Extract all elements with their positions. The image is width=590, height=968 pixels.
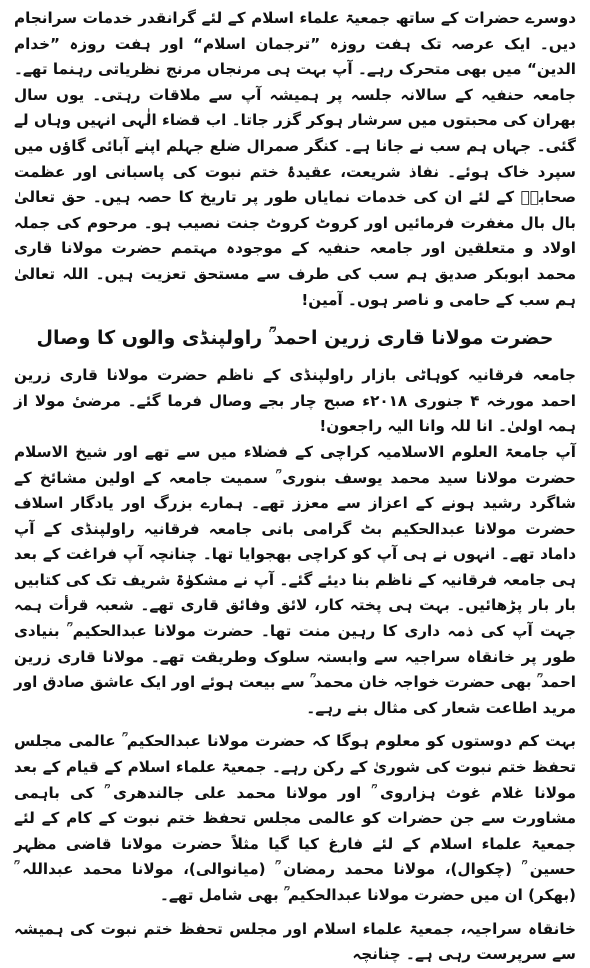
- body-paragraph-1: جامعہ فرقانیہ کوہاٹی بازار راولپنڈی کے ناظم حضرت مولانا قاری زرین احمد مورخہ ۴ جنوری ۲۰۱۸ء صبح چار بجے وصال فرما گئے۔ مرضیٔ مولا از ہمہ اولیٰ۔ انا للہ وانا الیہ راجعون!: [14, 366, 577, 436]
- intro-paragraph: دوسرے حضرات کے ساتھ جمعیۃ علماء اسلام کے لئے گرانقدر خدمات سرانجام دیں۔ ایک عرصہ تک ہفت روزہ ”ترجمان اسلام“ اور ہفت روزہ ”خدام الدین“ میں بھی متحرک رہے۔ آپ بہت ہی مرنجاں مرنج نظریاتی رہنما تھے۔ جامعہ حنفیہ کے سالانہ جلسہ پر ہمیشہ آپ سے ملاقات رہتی۔ یوں سال بھران کی محبتوں میں سرشار ہوکر گزر جاتا۔ اب قضاء الٰہی انہیں وہاں لے گئی۔ جہاں ہم سب نے جانا ہے۔ کنگر صمرال ضلع جہلم اپنے آبائی گاؤں میں سپرد خاک ہوئے۔ نفاذ شریعت، عقیدۂ ختم نبوت کی پاسبانی اور عظمت صحابہؓ کے لئے ان کی خدمات نمایاں طور پر تاریخ کا حصہ ہیں۔ حق تعالیٰ بال بال مغفرت فرمائیں اور کروٹ کروٹ جنت نصیب ہو۔ مرحوم کی جملہ اولاد و متعلقین اور جامعہ حنفیہ کے موجودہ مہتمم حضرت مولانا قاری محمد ابوبکر صدیق ہم سب کی طرف سے مستحق تعزیت ہیں۔ اللہ تعالیٰ ہم سب کے حامی و ناصر ہوں۔ آمین!: [14, 9, 576, 309]
- body-paragraph-4: خانقاہ سراجیہ، جمعیۃ علماء اسلام اور مجلس تحفظ ختم نبوت کی ہمیشہ سے سرپرست رہی ہے۔ چنانچہ: [14, 919, 576, 964]
- article-page: [14, 6, 577, 964]
- section-title: حضرت مولانا قاری زرین احمد ؒ راولپنڈی والوں کا وصال: [36, 327, 554, 350]
- body-paragraph-2: آپ جامعۃ العلوم الاسلامیہ کراچی کے فضلاء میں سے تھے اور شیخ الاسلام حضرت مولانا سید محمد یوسف بنوری ؒ سمیت جامعہ کے اولین مشائخ کے شاگرد رشید ہونے کے اعزاز سے معزز تھے۔ ہمارے بزرگ اور یادگار اسلاف حضرت مولانا عبدالحکیم بٹ گرامی بانی جامعہ فرقانیہ راولپنڈی کے آپ داماد تھے۔ انہوں نے ہی آپ کو کراچی بھجوایا تھا۔ چنانچہ آپ فراغت کے بعد ہی جامعہ فرقانیہ کے ناظم بنا دیئے گئے۔ آپ نے مشکوٰۃ شریف تک کی کتابیں بار بار پڑھائیں۔ بہت ہی پختہ کار، لائق وفائق قاری تھے۔ شعبہ قرأت ہمہ جہت آپ کی ذمہ داری کا رہین منت تھا۔ حضرت مولانا عبدالحکیم ؒ بنیادی طور پر خانقاہ سراجیہ سے وابستہ سلوک وطریقت تھے۔ مولانا قاری زرین احمد ؒ بھی حضرت خواجہ خان محمد ؒ سے بیعت ہوئے اور ایک عاشق صادق اور مرید اطاعت شعار کی مثال بنے رہے۔: [14, 442, 576, 717]
- body-paragraph-3: بہت کم دوستوں کو معلوم ہوگا کہ حضرت مولانا عبدالحکیم ؒ عالمی مجلس تحفظ ختم نبوت کی شوریٰ کے رکن رہے۔ جمعیۃ علماء اسلام کے قیام کے بعد مولانا غلام غوث ہزاروی ؒ اور مولانا محمد علی جالندھری ؒ کی باہمی مشاورت سے جن حضرات کو عالمی مجلس تحفظ ختم نبوت کے کام کے لئے جمعیۃ علماء اسلام کے لئے فارغ کیا گیا مثلاً حضرت مولانا قاضی مظہر حسین ؒ (چکوال)، مولانا محمد رمضان ؒ (میانوالی)، مولانا محمد عبداللہ ؒ (بھکر) ان میں حضرت مولانا عبدالحکیم ؒ بھی شامل تھے۔: [14, 732, 576, 904]
